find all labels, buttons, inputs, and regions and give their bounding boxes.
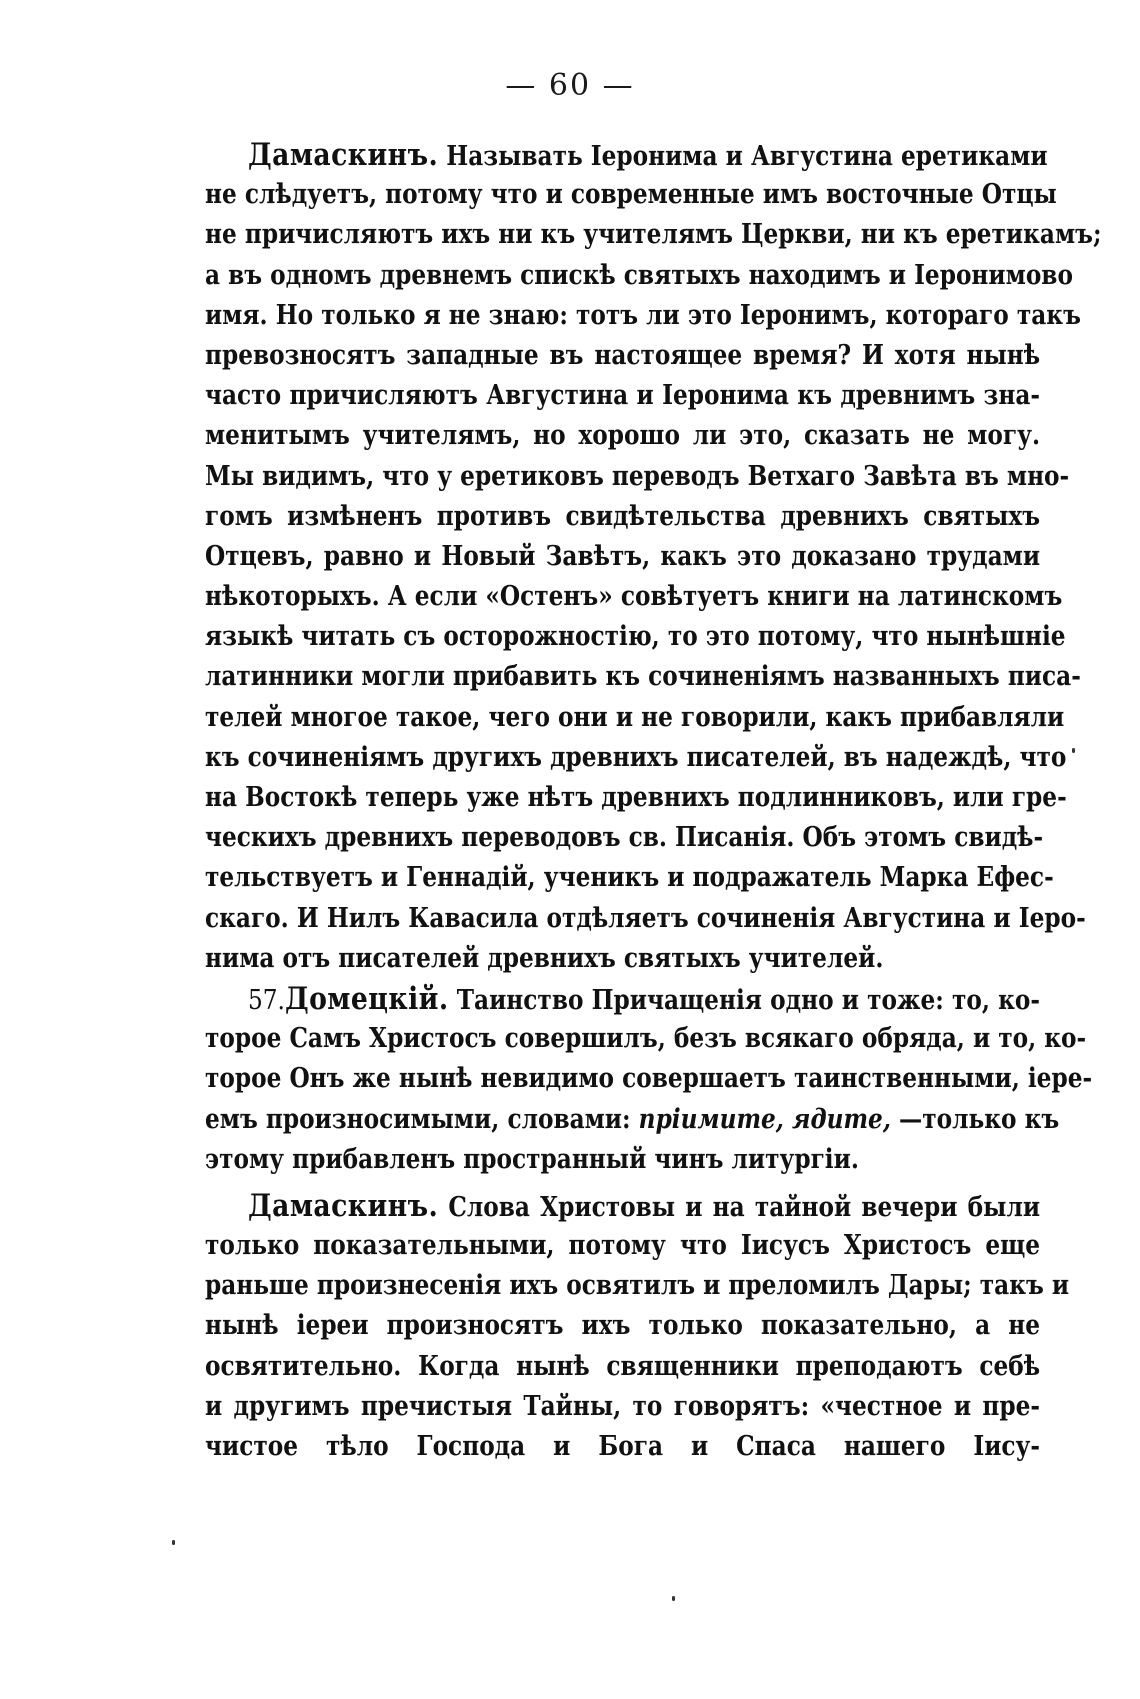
line-text: Слова Христовы и на тайной вечери были — [448, 1191, 1041, 1223]
ink-speck — [1072, 748, 1075, 753]
text-line: Отцевъ, равно и Новый Завѣтъ, какъ это доказано трудами — [205, 540, 1041, 572]
text-line: ческихъ древнихъ переводовъ св. Писанія. Объ этомъ свидѣ- — [205, 822, 1044, 854]
text-line: и другимъ пречистыя Тайны, то говорятъ: «честное и пре- — [205, 1390, 1041, 1422]
text-line: чистое тѣло Господа и Бога и Спаса нашего Іису- — [205, 1431, 1041, 1462]
text-line: имя. Но только я не знаю: тотъ ли это Іеронимъ, котораго такъ — [205, 299, 1081, 331]
text-line: языкѣ читать съ осторожностію, то это потому, что нынѣшніе — [205, 621, 1066, 653]
text-line: не причисляютъ ихъ ни къ учителямъ Церкви, ни къ еретикамъ; — [205, 219, 1102, 251]
speaker-name: Дамаскинъ. — [248, 137, 439, 173]
ink-speck — [172, 1540, 175, 1545]
text-line — [205, 979, 1040, 1019]
paragraph-number: 57. — [248, 984, 285, 1016]
text-line: торое Самъ Христосъ совершилъ, безъ всякаго обряда, и то, ко- — [205, 1023, 1087, 1055]
text-line: этому прибавленъ пространный чинъ литургіи. — [205, 1143, 859, 1175]
text-line: телей многое такое, чего они и не говорили, какъ прибавляли — [205, 701, 1065, 733]
speaker-name: Домецкій. — [284, 980, 449, 1017]
text-line: превозносятъ западные въ настоящее время? И хотя нынѣ — [205, 339, 1041, 371]
text-line: только показательными, потому что Іисусъ Христосъ еще — [205, 1230, 1041, 1262]
text-line: раньше произнесенія ихъ освятилъ и преломилъ Дары; такъ и — [205, 1270, 1070, 1302]
page-number: — 60 — — [505, 68, 635, 103]
text-line: часто причисляютъ Августина и Іеронима къ древнимъ зна- — [205, 380, 1041, 412]
text-line: на Востокѣ теперь уже нѣтъ древнихъ подлинниковъ, или гре- — [205, 782, 1067, 813]
speaker-name: Дамаскинъ. — [248, 1187, 439, 1224]
text-line: нынѣ іереи произносятъ ихъ только показательно, а не — [205, 1310, 1041, 1342]
text-line: нѣкоторыхъ. А если «Остенъ» совѣтуетъ книги на латинскомъ — [205, 581, 1063, 613]
text-line: менитымъ учителямъ, но хорошо ли это, сказать не могу. — [205, 420, 1041, 452]
line-text: Называть Іеронима и Августина еретиками — [446, 141, 1048, 172]
text-body — [205, 135, 1102, 1467]
text-line: къ сочиненіямъ другихъ древнихъ писателей, въ надеждѣ, что — [205, 741, 1067, 773]
text-line: емъ произносимыми, словами: пріимите, ядите, —только къ — [205, 1103, 1060, 1135]
emphasized-words: пріимите, ядите, — [638, 1103, 891, 1135]
text-line: не слѣдуетъ, потому что и современные имъ восточные Отцы — [205, 179, 1057, 211]
text-line: скаго. И Нилъ Кавасила отдѣляетъ сочиненія Августина и Іеро- — [205, 902, 1086, 934]
text-line: Мы видимъ, что у еретиковъ переводъ Ветхаго Завѣта въ мно- — [205, 460, 1070, 492]
text-line: латинники могли прибавить къ сочиненіямъ названныхъ писа- — [205, 661, 1081, 693]
text-line — [205, 1186, 1040, 1226]
line-text: Таинство Причащенія одно и тоже: то, ко- — [456, 984, 1041, 1016]
text-line: а въ одномъ древнемъ спискѣ святыхъ находимъ и Іеронимово — [205, 259, 1073, 291]
text-line: тельствуетъ и Геннадій, ученикъ и подражатель Марка Ефес- — [205, 862, 1054, 894]
text-line: нима отъ писателей древнихъ святыхъ учителей. — [205, 942, 884, 974]
text-line: торое Онъ же нынѣ невидимо совершаетъ таинственными, іере- — [205, 1063, 1093, 1095]
text-line — [205, 135, 1048, 175]
text-line: гомъ измѣненъ противъ свидѣтельства древнихъ святыхъ — [205, 500, 1041, 532]
ink-speck — [672, 1596, 675, 1601]
text-line: освятительно. Когда нынѣ священники преподаютъ себѣ — [205, 1350, 1041, 1382]
